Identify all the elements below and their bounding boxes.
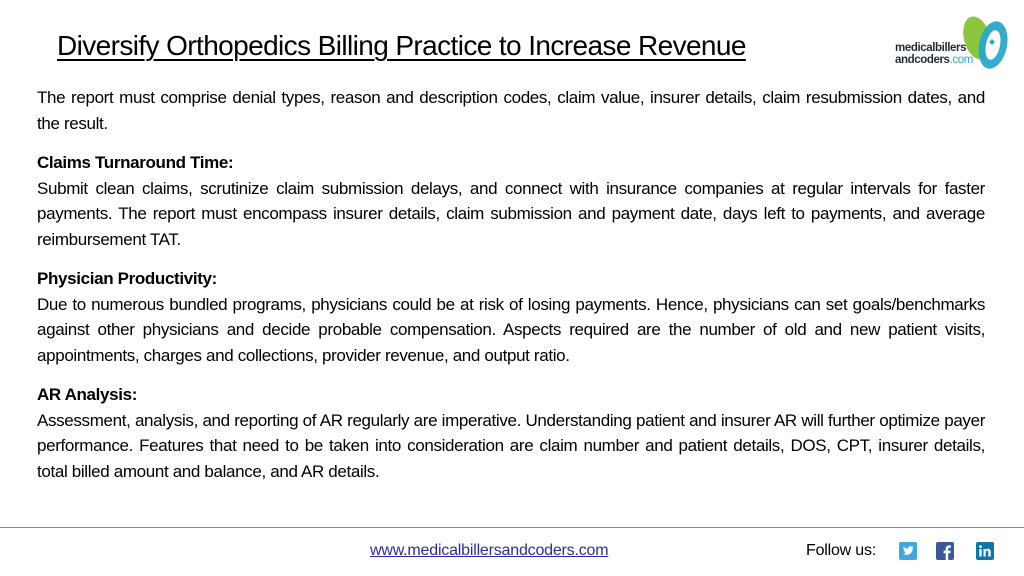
twitter-icon[interactable] <box>899 542 917 560</box>
logo-line2: andcoders <box>895 54 950 66</box>
logo-line1: medicalbillers <box>895 42 967 54</box>
intro-paragraph: The report must comprise denial types, reason and description codes, claim value, insurer details, claim resubmission dates, and the result. <box>37 88 985 133</box>
section-ar-analysis <box>37 382 985 484</box>
follow-us-label: Follow us: <box>806 542 877 559</box>
section-claims-turnaround <box>37 150 985 252</box>
section-physician-productivity <box>37 266 985 368</box>
company-logo <box>893 12 1013 74</box>
section-heading: Physician Productivity: <box>37 269 217 288</box>
footer-divider <box>0 527 1024 528</box>
linkedin-icon[interactable] <box>976 542 994 560</box>
facebook-icon[interactable] <box>936 542 954 560</box>
website-link[interactable]: www.medicalbillersandcoders.com <box>370 542 609 559</box>
section-body: Submit clean claims, scrutinize claim submission delays, and connect with insurance companies at regular intervals for faster payments. The report must encompass insurer details, claim submission and payment date, days left to payments, and average reimbursement TAT. <box>37 178 985 249</box>
slide-content <box>37 85 985 484</box>
logo-wordmark <box>895 42 973 66</box>
section-body: Due to numerous bundled programs, physicians could be at risk of losing payments. Hence, physicians can set goals/benchmarks against other physicians and decide probable compensation. Aspects required are the number of old and new patient visits, appointments, charges and collections, provider revenue, and output ratio. <box>37 294 985 365</box>
slide-title: Diversify Orthopedics Billing Practice to Increase Revenue <box>57 30 746 61</box>
section-body: Assessment, analysis, and reporting of AR regularly are imperative. Understanding patient and insurer AR will further optimize payer performance. Features that need to be taken into consideration are claim number and patient details, DOS, CPT, insurer details, total billed amount and balance, and AR details. <box>37 410 985 481</box>
logo-suffix: .com <box>949 54 973 66</box>
section-heading: Claims Turnaround Time: <box>37 153 234 172</box>
section-heading: AR Analysis: <box>37 385 138 404</box>
